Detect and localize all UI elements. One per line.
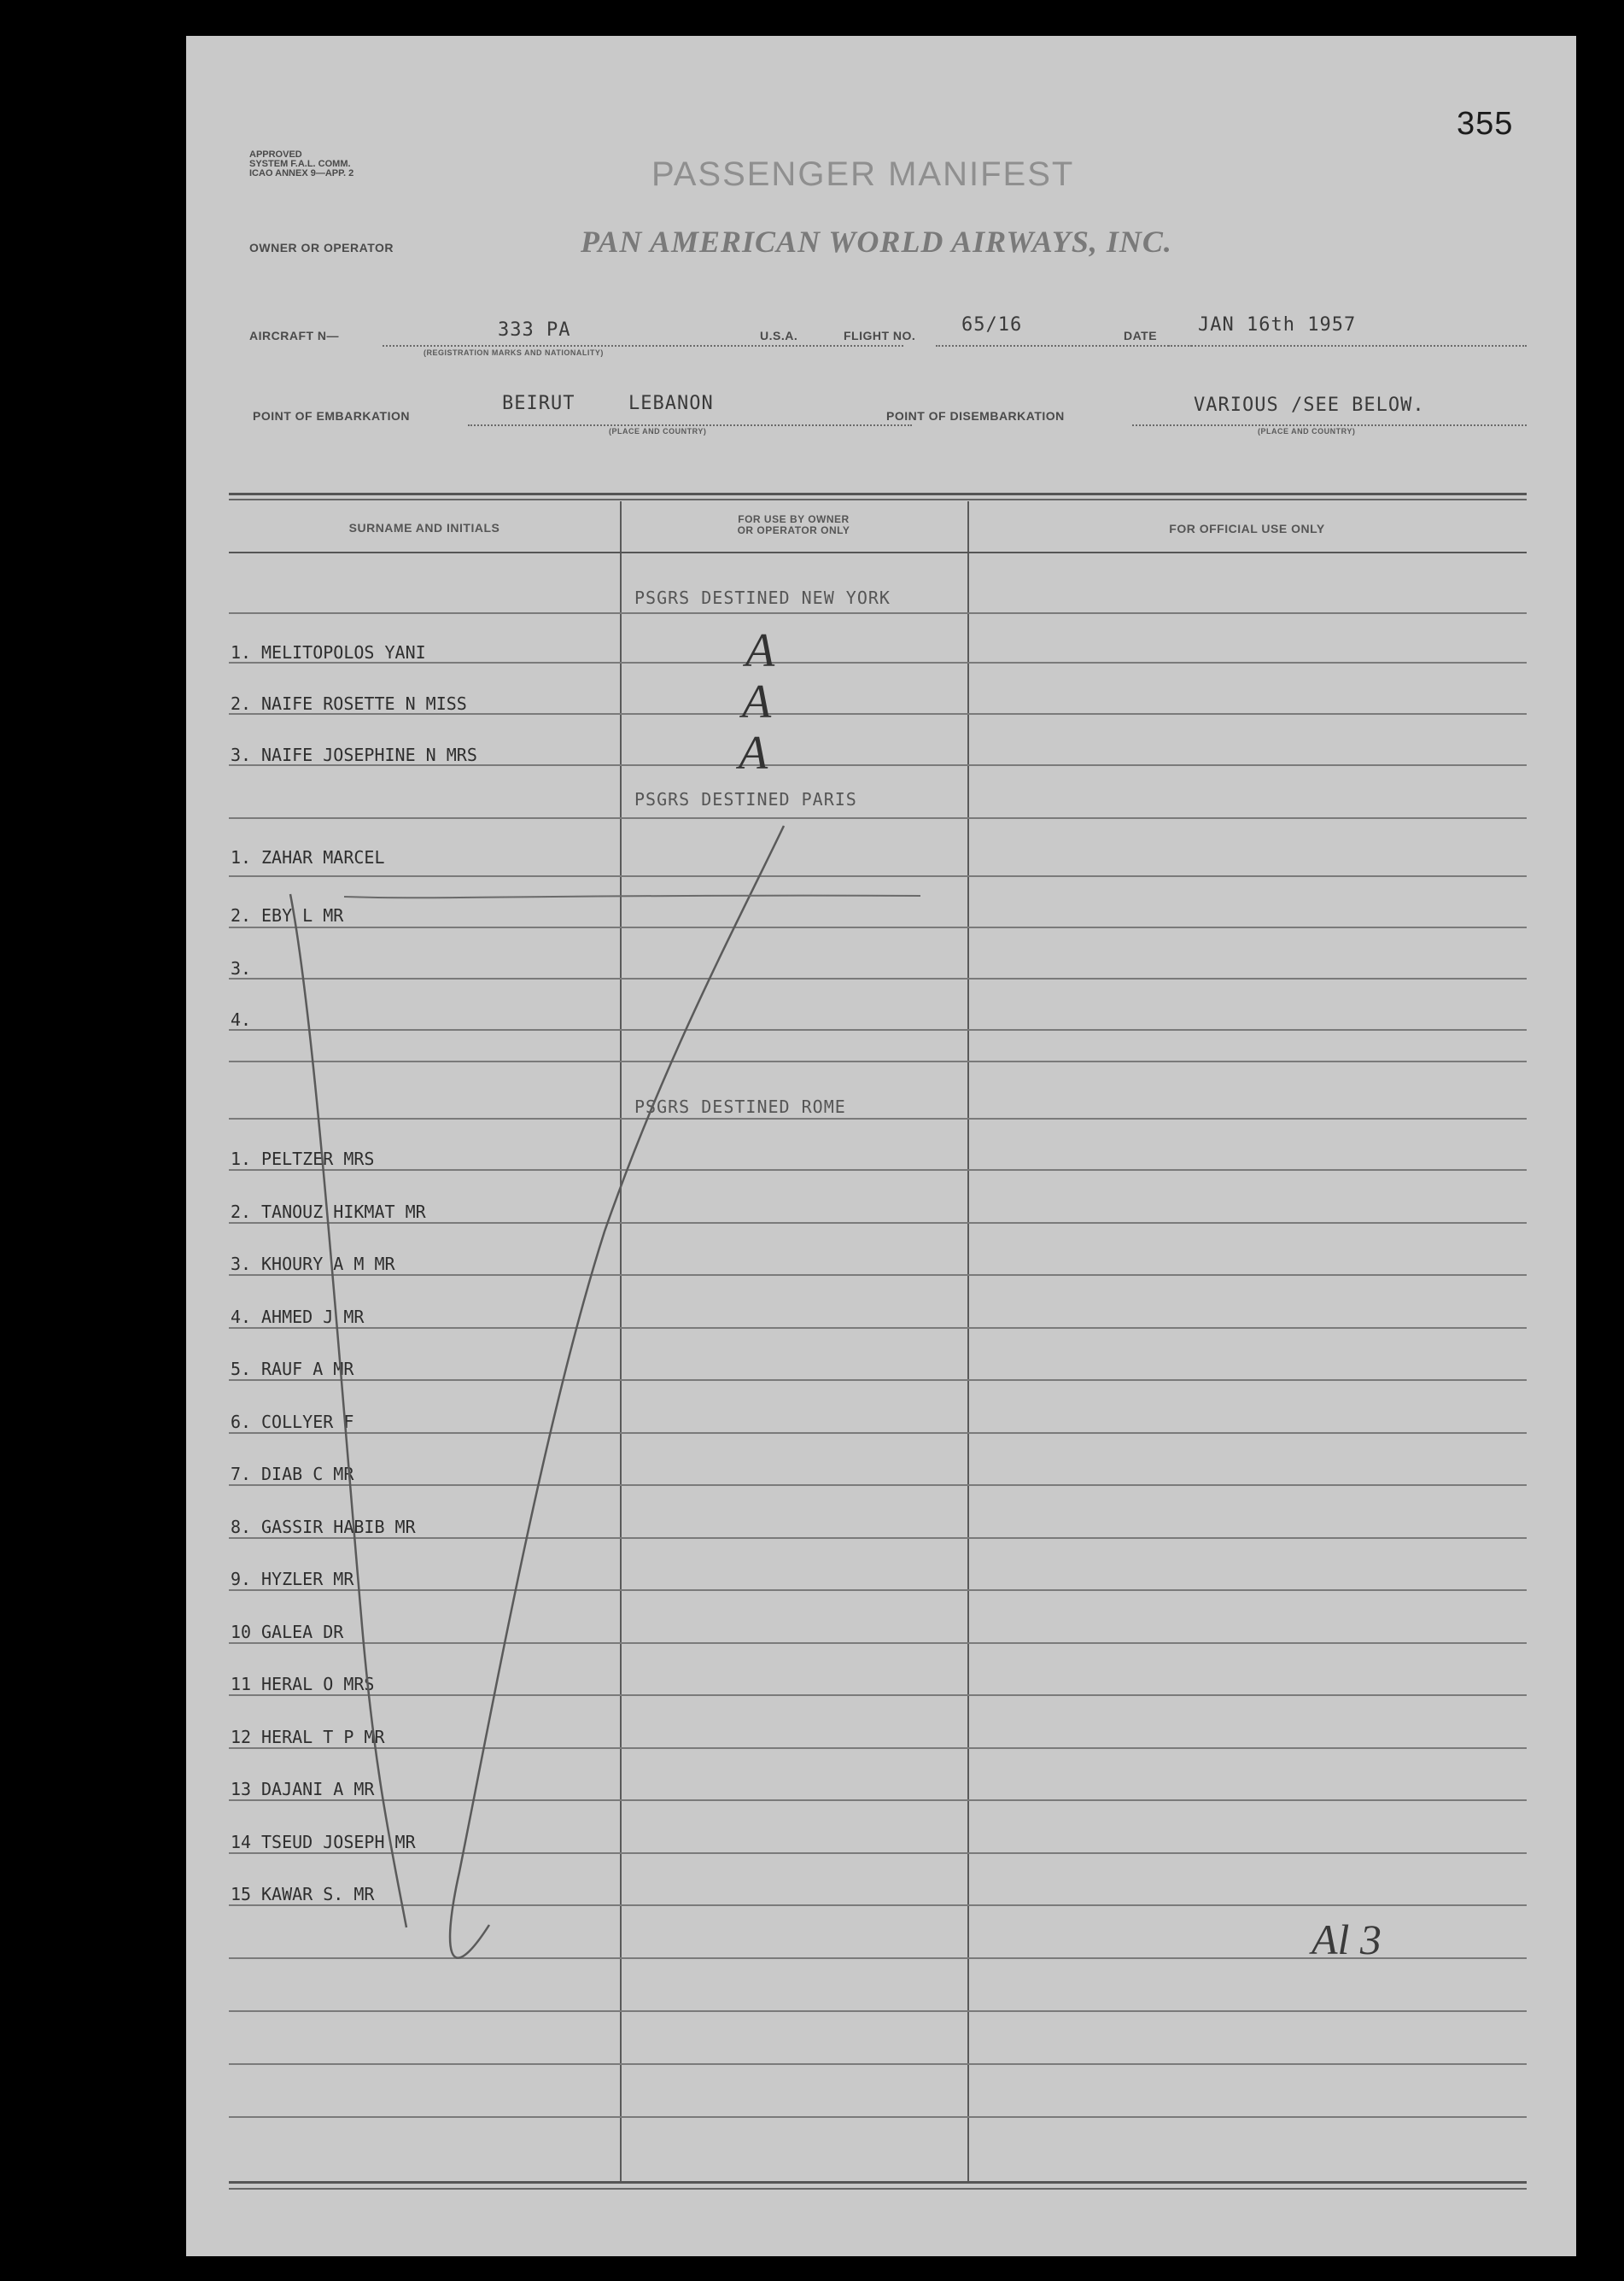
row-number: 5. (231, 1359, 252, 1379)
passenger-name: TSEUD JOSEPH MR (261, 1832, 416, 1852)
row-number: 15 (231, 1884, 252, 1904)
row-number: 11 (231, 1674, 252, 1694)
row-number: 2. (231, 1202, 252, 1222)
row-number: 1. (231, 642, 252, 663)
row-number: 1. (231, 1149, 252, 1169)
approval-line: APPROVED (249, 149, 302, 160)
passenger-name: ZAHAR MARCEL (261, 847, 385, 868)
manifest-sheet (186, 36, 1576, 2256)
row-number: 13 (231, 1779, 252, 1799)
flight-label: FLIGHT NO. (844, 329, 916, 342)
group-heading: PSGRS DESTINED ROME (634, 1097, 846, 1117)
passenger-name: AHMED J MR (261, 1307, 365, 1327)
date-label: DATE (1124, 329, 1158, 342)
page-number: 355 (1457, 106, 1514, 142)
passenger-name: COLLYER F (261, 1412, 354, 1432)
official-note: Al 3 (1311, 1915, 1382, 1963)
passenger-name: TANOUZ HIKMAT MR (261, 1202, 426, 1222)
passenger-name: KAWAR S. MR (261, 1884, 375, 1904)
embarkation-country: LEBANON (628, 393, 714, 414)
passenger-name: DAJANI A MR (261, 1779, 375, 1799)
row-number: 1. (231, 847, 252, 868)
operator-name: PAN AMERICAN WORLD AIRWAYS, INC. (581, 225, 1172, 259)
row-number: 2. (231, 693, 252, 714)
pencil-scribble (450, 826, 784, 1958)
row-number: 3. (231, 745, 252, 765)
passenger-name: NAIFE ROSETTE N MISS (261, 693, 467, 714)
passenger-name: NAIFE JOSEPHINE N MRS (261, 745, 477, 765)
column-header-official: FOR OFFICIAL USE ONLY (1169, 522, 1325, 535)
column-header-surname: SURNAME AND INITIALS (348, 521, 500, 535)
aircraft-value: 333 PA (498, 319, 571, 341)
group-heading: PSGRS DESTINED NEW YORK (634, 588, 891, 608)
passenger-name: EBY L MR (261, 905, 344, 926)
approval-line: ICAO ANNEX 9—APP. 2 (249, 168, 354, 178)
usa-label: U.S.A. (760, 329, 798, 342)
passenger-name: GALEA DR (261, 1622, 344, 1642)
row-number: 12 (231, 1727, 252, 1747)
row-number: 6. (231, 1412, 252, 1432)
passenger-name: HERAL T P MR (261, 1727, 385, 1747)
date-value: JAN 16th 1957 (1198, 314, 1357, 336)
passenger-name: DIAB C MR (261, 1464, 354, 1484)
row-number: 4. (231, 1307, 252, 1327)
row-number: 2. (231, 905, 252, 926)
owner-label: OWNER OR OPERATOR (249, 241, 394, 254)
embarkation-label: POINT OF EMBARKATION (253, 409, 410, 423)
disembarkation-sublabel: (PLACE AND COUNTRY) (1258, 427, 1356, 436)
passenger-name: PELTZER MRS (261, 1149, 375, 1169)
column-header-owner-use-line: OR OPERATOR ONLY (737, 524, 850, 536)
embarkation-city: BEIRUT (502, 393, 575, 414)
owner-check-mark: A (739, 727, 768, 780)
form-title: PASSENGER MANIFEST (651, 155, 1075, 193)
owner-check-mark: A (745, 624, 775, 677)
embarkation-sublabel: (PLACE AND COUNTRY) (609, 427, 707, 436)
approval-line: SYSTEM F.A.L. COMM. (249, 159, 351, 169)
row-number: 9. (231, 1569, 252, 1589)
pencil-strike-line (290, 894, 406, 1927)
passenger-name: RAUF A MR (261, 1359, 354, 1379)
passenger-name: MELITOPOLOS YANI (261, 642, 426, 663)
column-header-owner-use-line: FOR USE BY OWNER (738, 513, 850, 525)
disembarkation-value: VARIOUS /SEE BELOW. (1194, 395, 1425, 416)
disembarkation-label: POINT OF DISEMBARKATION (886, 409, 1065, 423)
pencil-strokes (186, 36, 1576, 2256)
row-number: 10 (231, 1622, 252, 1642)
passenger-name: KHOURY A M MR (261, 1254, 395, 1274)
passenger-name: HERAL O MRS (261, 1674, 375, 1694)
owner-check-mark: A (742, 676, 772, 728)
flight-value: 65/16 (961, 314, 1023, 336)
passenger-name: GASSIR HABIB MR (261, 1517, 416, 1537)
row-number: 7. (231, 1464, 252, 1484)
row-number: 3. (231, 958, 252, 979)
row-number: 14 (231, 1832, 252, 1852)
pencil-cross-line (344, 896, 920, 898)
row-number: 3. (231, 1254, 252, 1274)
row-number: 4. (231, 1009, 252, 1030)
aircraft-sublabel: (REGISTRATION MARKS AND NATIONALITY) (424, 348, 604, 357)
aircraft-label: AIRCRAFT N— (249, 329, 340, 342)
row-number: 8. (231, 1517, 252, 1537)
passenger-name: HYZLER MR (261, 1569, 354, 1589)
group-heading: PSGRS DESTINED PARIS (634, 789, 857, 810)
